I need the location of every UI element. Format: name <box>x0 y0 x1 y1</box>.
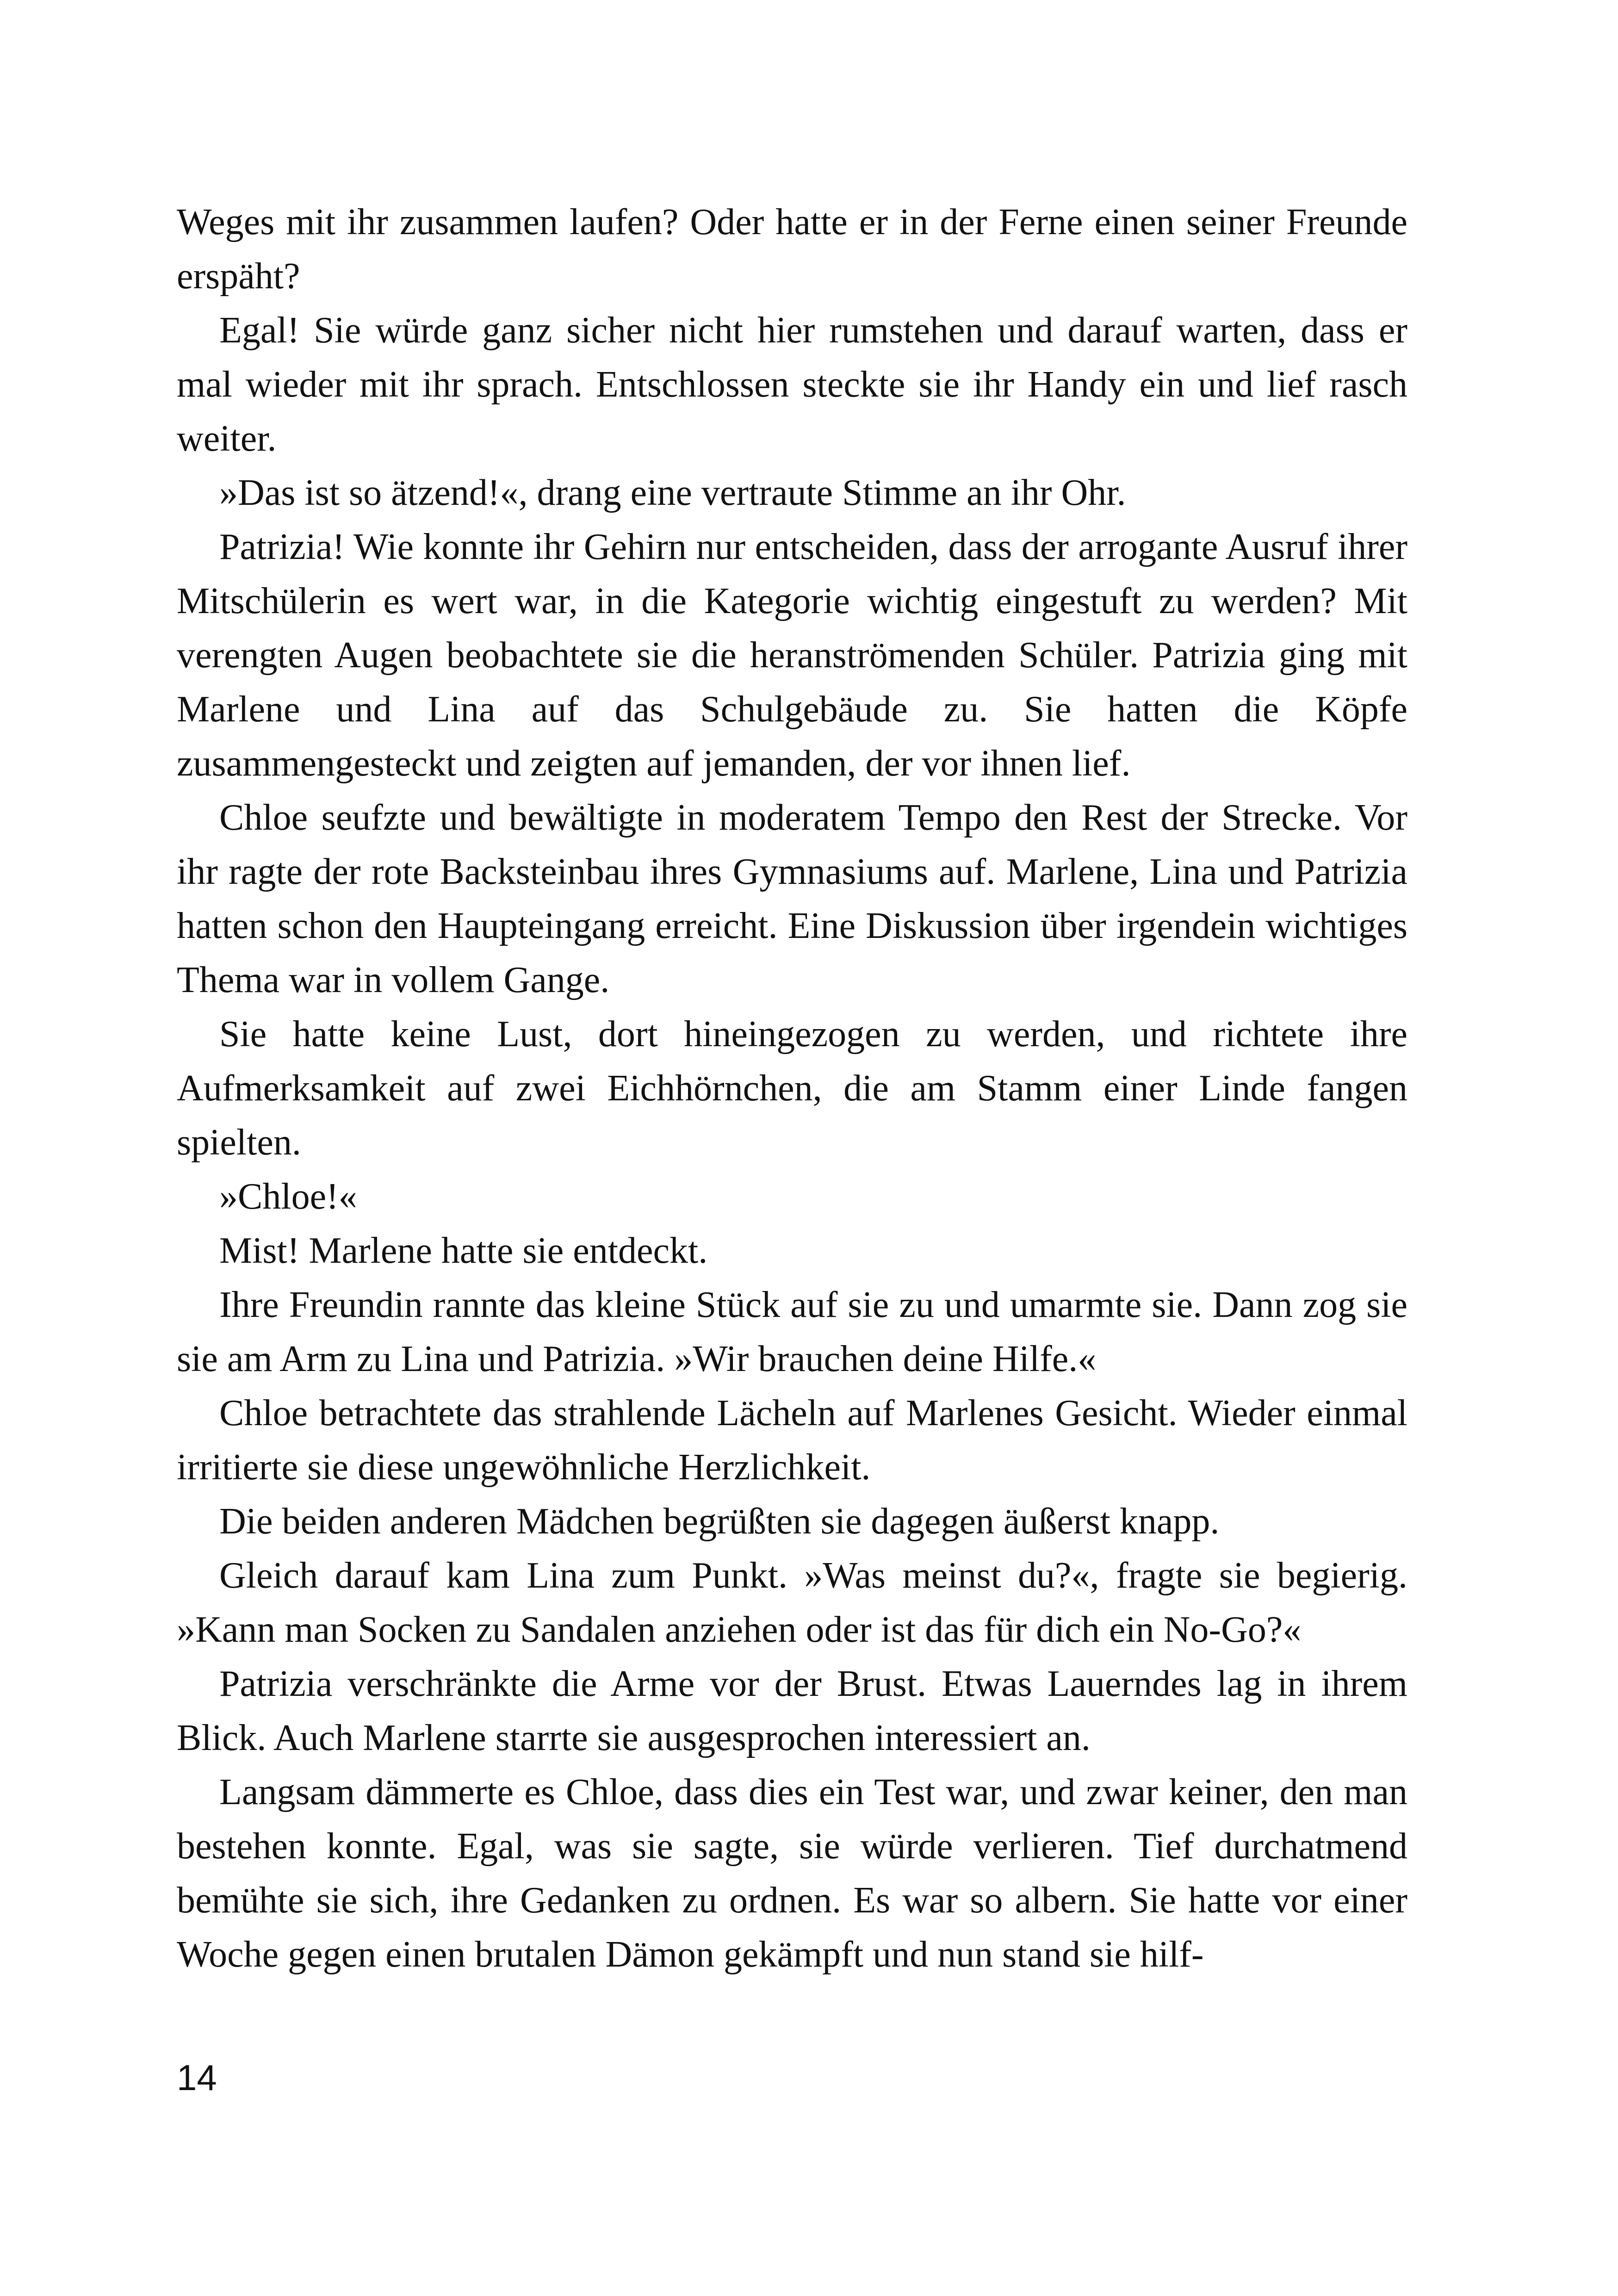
paragraph-9: Ihre Freundin rannte das kleine Stück auf sie zu und umarmte sie. Dann zog sie sie am Arm zu Lina und Patrizia. »Wir brauchen deine Hilfe.« <box>177 1285 1407 1379</box>
body-text <box>177 195 1407 1982</box>
paragraph-7: »Chloe!« <box>219 1176 357 1217</box>
paragraph-10: Chloe betrachtete das strahlende Lächeln auf Marlenes Gesicht. Wieder einmal irritierte sie diese ungewöhnliche Herzlichkeit. <box>177 1393 1407 1488</box>
paragraph-8: Mist! Marlene hatte sie entdeckt. <box>219 1230 708 1271</box>
paragraph-13: Patrizia verschränkte die Arme vor der Brust. Etwas Lauerndes lag in ihrem Blick. Auch Marlene starrte sie ausgesprochen interessiert an. <box>177 1663 1407 1758</box>
paragraph-11: Die beiden anderen Mädchen begrüßten sie dagegen äußerst knapp. <box>219 1501 1220 1542</box>
paragraph-4: Patrizia! Wie konnte ihr Gehirn nur entscheiden, dass der arrogante Ausruf ihrer Mitschülerin es wert war, in die Kategorie wichtig eingestuft zu werden? Mit verengten Augen beobachtete sie die heranströmenden Schüler. Patrizia ging mit Marlene und Lina auf das Schulgebäude zu. Sie hatten die Köpfe zusammengesteckt und zeigten auf jemanden, der vor ihnen lief. <box>177 527 1407 784</box>
paragraph-14: Langsam dämmerte es Chloe, dass dies ein Test war, und zwar keiner, den man bestehen konnte. Egal, was sie sagte, sie würde verlieren. Tief durchatmend bemühte sie sich, ihre Gedanken zu ordnen. Es war so albern. Sie hatte vor einer Woche gegen einen brutalen Dämon gekämpft und nun stand sie hilf- <box>177 1772 1407 1975</box>
paragraph-5: Chloe seufzte und bewältigte in moderatem Tempo den Rest der Strecke. Vor ihr ragte der rote Backsteinbau ihres Gymnasiums auf. Marlene, Lina und Patrizia hatten schon den Haupteingang erreicht. Eine Diskussion über irgendein wichtiges Thema war in vollem Gange. <box>177 797 1407 1000</box>
paragraph-12: Gleich darauf kam Lina zum Punkt. »Was meinst du?«, fragte sie begierig. »Kann man Socken zu Sandalen anziehen oder ist das für dich ein No-Go?« <box>177 1555 1407 1650</box>
paragraph-6: Sie hatte keine Lust, dort hineingezogen zu werden, und richtete ihre Aufmerksamkeit auf zwei Eichhörnchen, die am Stamm einer Linde fangen spielten. <box>177 1014 1407 1163</box>
paragraph-2: Egal! Sie würde ganz sicher nicht hier rumstehen und darauf warten, dass er mal wieder mit ihr sprach. Entschlossen steckte sie ihr Handy ein und lief rasch weiter. <box>177 310 1407 459</box>
paragraph-3: »Das ist so ätzend!«, drang eine vertraute Stimme an ihr Ohr. <box>219 472 1126 513</box>
page-number: 14 <box>177 2057 217 2098</box>
paragraph-1: Weges mit ihr zusammen laufen? Oder hatte er in der Ferne einen seiner Freunde erspäht? <box>177 202 1407 297</box>
